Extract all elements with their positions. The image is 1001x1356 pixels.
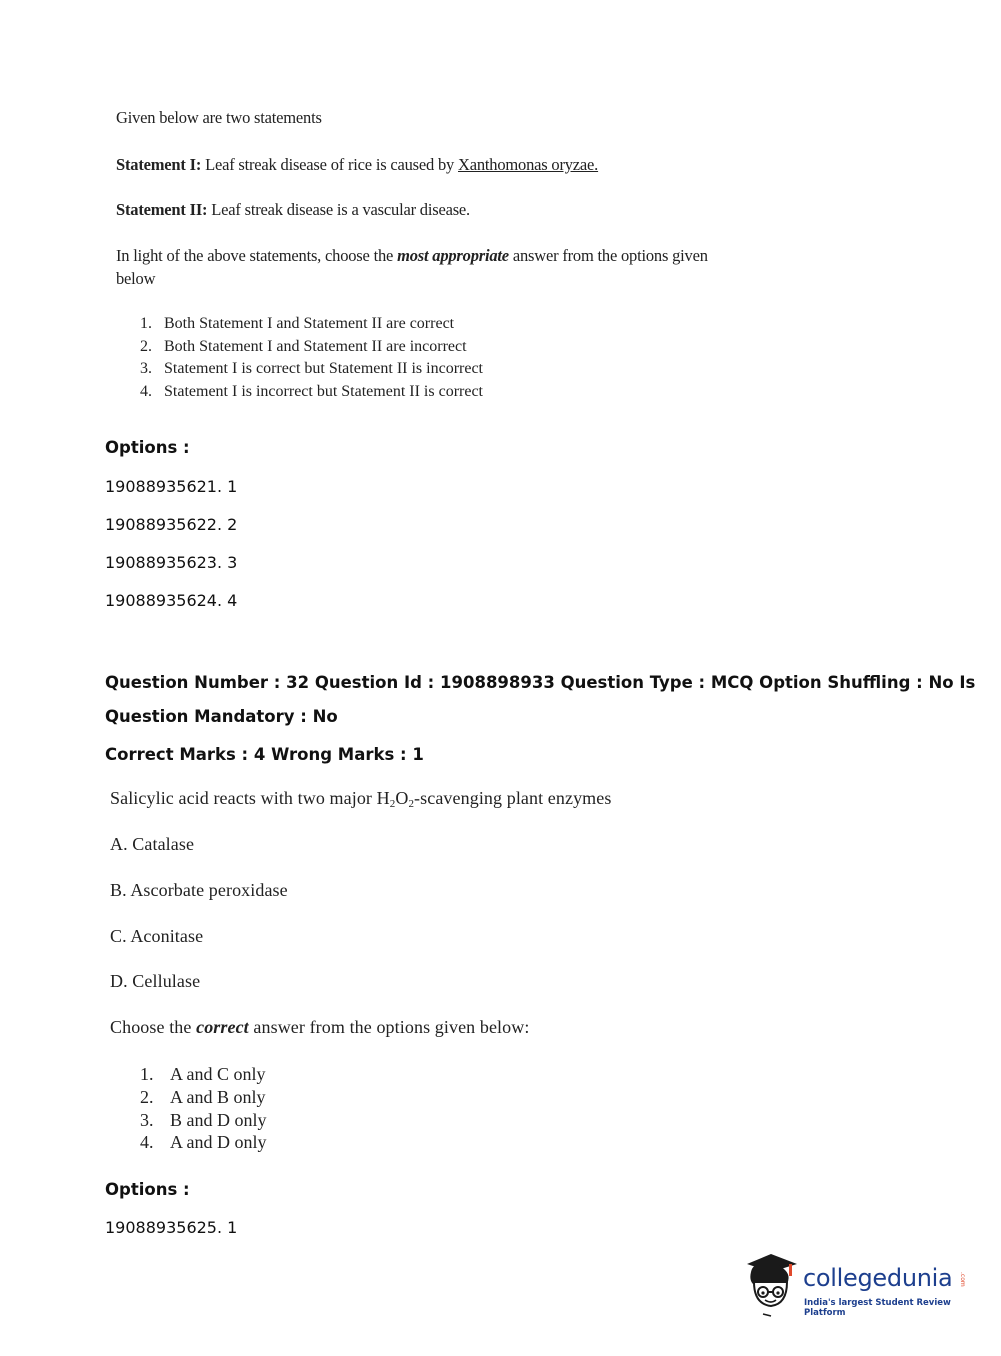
q1-instruction-emph: most appropriate [397,246,509,265]
q1-choice-3: 3. Statement I is correct but Statement II is incorrect [140,360,483,378]
q2-instruction [110,1017,529,1038]
q2-item-c: C. Aconitase [110,926,204,946]
q1-option-4: 19088935624. 4 [105,591,238,610]
q1-choice-1: 1. Both Statement I and Statement II are correct [140,315,455,332]
q2-meta-line-3: Correct Marks : 4 Wrong Marks : 1 [105,745,424,764]
q2-choice-2: 2. A and B only [140,1086,266,1107]
logo-wordmark: collegedunia [803,1264,953,1292]
q2-meta-line-1: Question Number : 32 Question Id : 1908898933 Question Type : MCQ Option Shuffling : No Is [105,673,976,692]
statement-1-label: Statement I: [116,155,202,174]
q2-choice-1: 1. A and C only [140,1064,266,1084]
q1-choice-2: 2. Both Statement I and Statement II are incorrect [140,337,467,355]
statement-1-pathogen: Xanthomonas oryzae. [458,155,599,174]
q2-meta-line-2: Question Mandatory : No [105,707,338,726]
q2-stem-sub-1: 2 [389,798,396,810]
logo-suffix: .com [959,1272,966,1287]
q1-choice-list [140,313,483,404]
q1-options-label: Options : [105,438,190,457]
q2-stem [110,788,611,809]
statement-1-text: Leaf streak disease of rice is caused by [205,155,455,174]
q1-instruction [116,246,708,266]
q2-choice-list [140,1063,267,1154]
q2-instruction-post: answer from the options given below: [253,1017,530,1037]
q1-option-1: 19088935621. 1 [105,477,238,496]
statement-2-text: Leaf streak disease is a vascular disease. [211,200,470,219]
q1-instruction-post: answer from the options given [512,246,708,265]
mascot-icon [741,1250,801,1320]
q2-options-label: Options : [105,1180,190,1199]
q2-item-d: D. Cellulase [110,971,201,991]
statement-2-label: Statement II: [116,200,208,219]
q1-option-2: 19088935622. 2 [105,515,238,534]
q1-intro: Given below are two statements [116,108,322,127]
q2-choice-4: 4. A and D only [140,1132,267,1153]
q2-stem-mid: O [395,788,409,808]
q2-stem-sub-2: 2 [408,798,415,810]
collegedunia-logo [741,1250,971,1320]
q2-option-1: 19088935625. 1 [105,1218,238,1237]
q2-instruction-pre: Choose the [110,1017,192,1037]
logo-tagline: India's largest Student Review Platform [804,1298,951,1318]
q2-item-a: A. Catalase [110,834,195,854]
q2-stem-pre: Salicylic acid reacts with two major H [110,788,390,808]
q1-choice-4: 4. Statement I is incorrect but Statement II is correct [140,383,483,401]
q1-statement-1 [116,155,598,175]
q2-item-b: B. Ascorbate peroxidase [110,880,288,900]
q1-instruction-pre: In light of the above statements, choose the [116,246,394,265]
q1-option-3: 19088935623. 3 [105,553,238,572]
q2-choice-3: 3. B and D only [140,1109,267,1130]
q1-instruction-line2: below [116,269,156,288]
q2-instruction-emph: correct [196,1017,249,1037]
q2-stem-post: -scavenging plant enzymes [414,788,612,808]
q1-statement-2 [116,200,470,220]
